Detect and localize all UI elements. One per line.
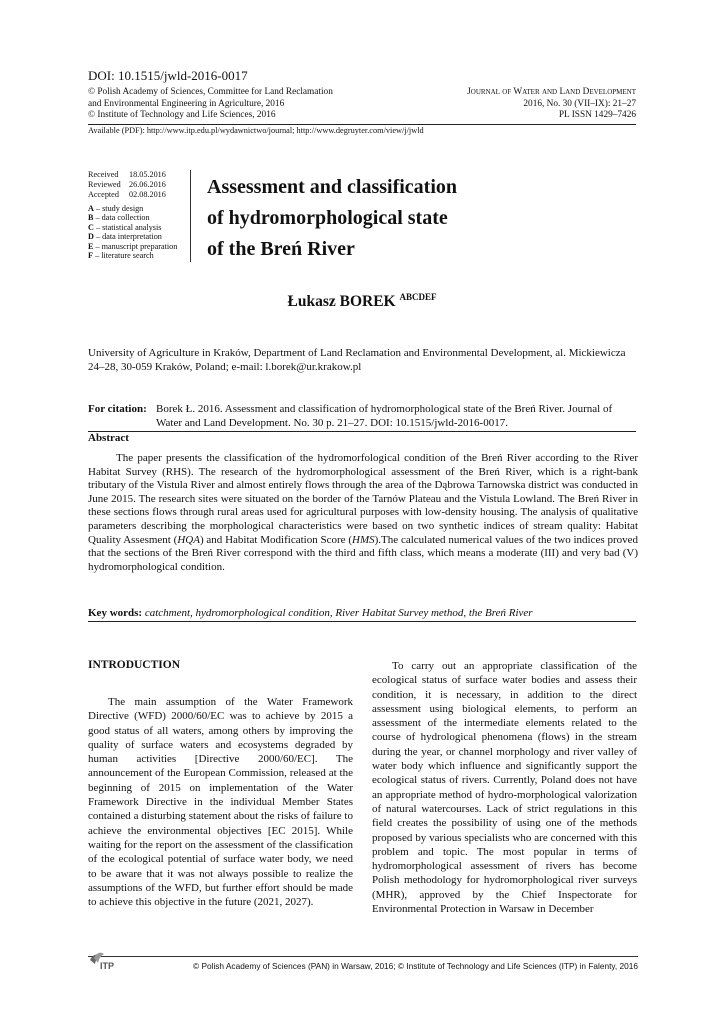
copyright-line: © Institute of Technology and Life Sciences, 2016: [88, 110, 276, 121]
journal-block: [336, 87, 636, 122]
abstract-body: The paper presents the classification of the hydromorfological condition of the Breń River according to the River Habitat Survey (RHS). The research of the hydromorphological assessment of the Breń River, which is a right-bank tributary of the Vistula River and almost entirely flows through the area of the Dąbrowa Tarnowska district was conducted in June 2015. The research sites were situated on the border of the Tarnów Plateau and the Vistula Lowland. The Breń River in these sections flows through rural areas used for agricultural purposes with low-density housing. The analysis of qualitative parameters describing the morphological characteristics were based on two synthetic indices of stream quality: Habitat Quality Assesment (HQA) and Habitat Modification Score (HMS).The calculated numerical values of the two indices proved that the sections of the Breń River correspond with the third and fifth class, which means a moderate (III) and very bad (V) hydromorphological condition.: [88, 452, 639, 573]
author-name: Łukasz BOREK: [287, 293, 396, 311]
divider: [88, 956, 638, 957]
citation-text: Borek Ł. 2016. Assessment and classification of hydromorphological state of the Breń River. Journal of Water and Land Development. No. 30 p. 21–27. DOI: 10.1515/jwld-2016-0017.: [156, 403, 613, 429]
doi: DOI: 10.1515/jwld-2016-0017: [88, 68, 248, 83]
contribution-row: E – manuscript preparation: [88, 241, 178, 251]
body-column-right: To carry out an appropriate classification of the ecological status of surface water bodies and assess their condition, it is necessary, in addition to the direct assessment using biological elements, to perform an assessment of the intermediate elements related to the course of hydrological phenomena (flows) in the stream during the year, or channel morphology and river valley of water body which influence and significantly support the ecological status of rivers. Currently, Poland does not have an appropriate method of hydro-morphological valorization of natural watercourses. Lack of strict regulations in this field creates the possibility of using one of the methods proposed by various specialists who are concerned with this problem and topic. The most popular in terms of hydromorphological assessment of rivers has become Polish methodology for hydromorphological river surveys (MHR), approved by the Chief Inspectorate for Environmental Protection in Warsaw in December: [372, 660, 637, 916]
availability-line: Available (PDF): http://www.itp.edu.pl/wydawnictwo/journal; http://www.degruyter.com/view/j/jwld: [88, 124, 636, 135]
body-column-left: The main assumption of the Water Framework Directive (WFD) 2000/60/EC was to achieve by 2015 a good status of all waters, among others by improving the quality of surface waters and ecosystems degraded by human activities [Directive 2000/60/EC]. The announcement of the European Commission, released at the beginning of 2015 on implementation of the Water Framework Directive in the individual Member States contained a disturbing statement about the risks of failure to achieve the environmental objectives [EC 2015]. While waiting for the report on the assessment of the classification of the ecological potential of surface water body, we need to be aware that it was not always possible to realize the assumptions of the WFD, but further effort should be made to achieve this objective in the future (2021, 2027).: [88, 696, 353, 909]
divider: [190, 170, 191, 262]
author: [0, 292, 724, 311]
abstract-heading: Abstract: [88, 432, 129, 444]
journal-issue: 2016, No. 30 (VII–IX): 21–27: [523, 98, 636, 109]
keywords-text: catchment, hydromorphological condition, River Habitat Survey method, the Breń River: [144, 607, 533, 619]
copyright-line: and Environmental Engineering in Agriculture, 2016: [88, 98, 285, 109]
journal-issn: PL ISSN 1429–7426: [558, 110, 636, 121]
date-row: Received 18.05.2016: [88, 170, 166, 179]
keywords-label: Key words:: [88, 607, 143, 619]
section-heading: INTRODUCTION: [88, 659, 181, 671]
contribution-row: C – statistical analysis: [88, 222, 162, 232]
contribution-row: D – data interpretation: [88, 232, 162, 242]
footer-text: © Polish Academy of Sciences (PAN) in Warsaw, 2016; © Institute of Technology and Life Sciences (ITP) in Falenty, 2016: [193, 961, 638, 971]
dates-block: [88, 170, 188, 201]
contribution-row: A – study design: [88, 204, 144, 213]
date-row: Accepted 02.08.2016: [88, 190, 166, 200]
divider: [88, 431, 636, 432]
copyright-line: © Polish Academy of Sciences, Committee for Land Reclamation: [88, 87, 333, 97]
contribution-row: F – literature search: [88, 251, 154, 261]
journal-name: Journal of Water and Land Development: [467, 87, 636, 97]
contributions-block: [88, 204, 188, 260]
date-row: Reviewed 26.06.2016: [88, 180, 166, 190]
affiliation: University of Agriculture in Kraków, Department of Land Reclamation and Environmental Development, al. Mickiewicza 24–28, 30-059 Kraków, Poland; e-mail: l.borek@ur.krakow.pl: [88, 347, 626, 373]
logo-text: ITP: [100, 961, 115, 971]
citation: [88, 403, 638, 430]
article-title: Assessment and classification of hydromorphological state of the Breń River: [207, 176, 458, 260]
keywords: [88, 607, 636, 622]
author-roles: ABCDEF: [399, 292, 437, 302]
citation-label: For citation:: [88, 403, 147, 415]
contribution-row: B – data collection: [88, 213, 150, 223]
